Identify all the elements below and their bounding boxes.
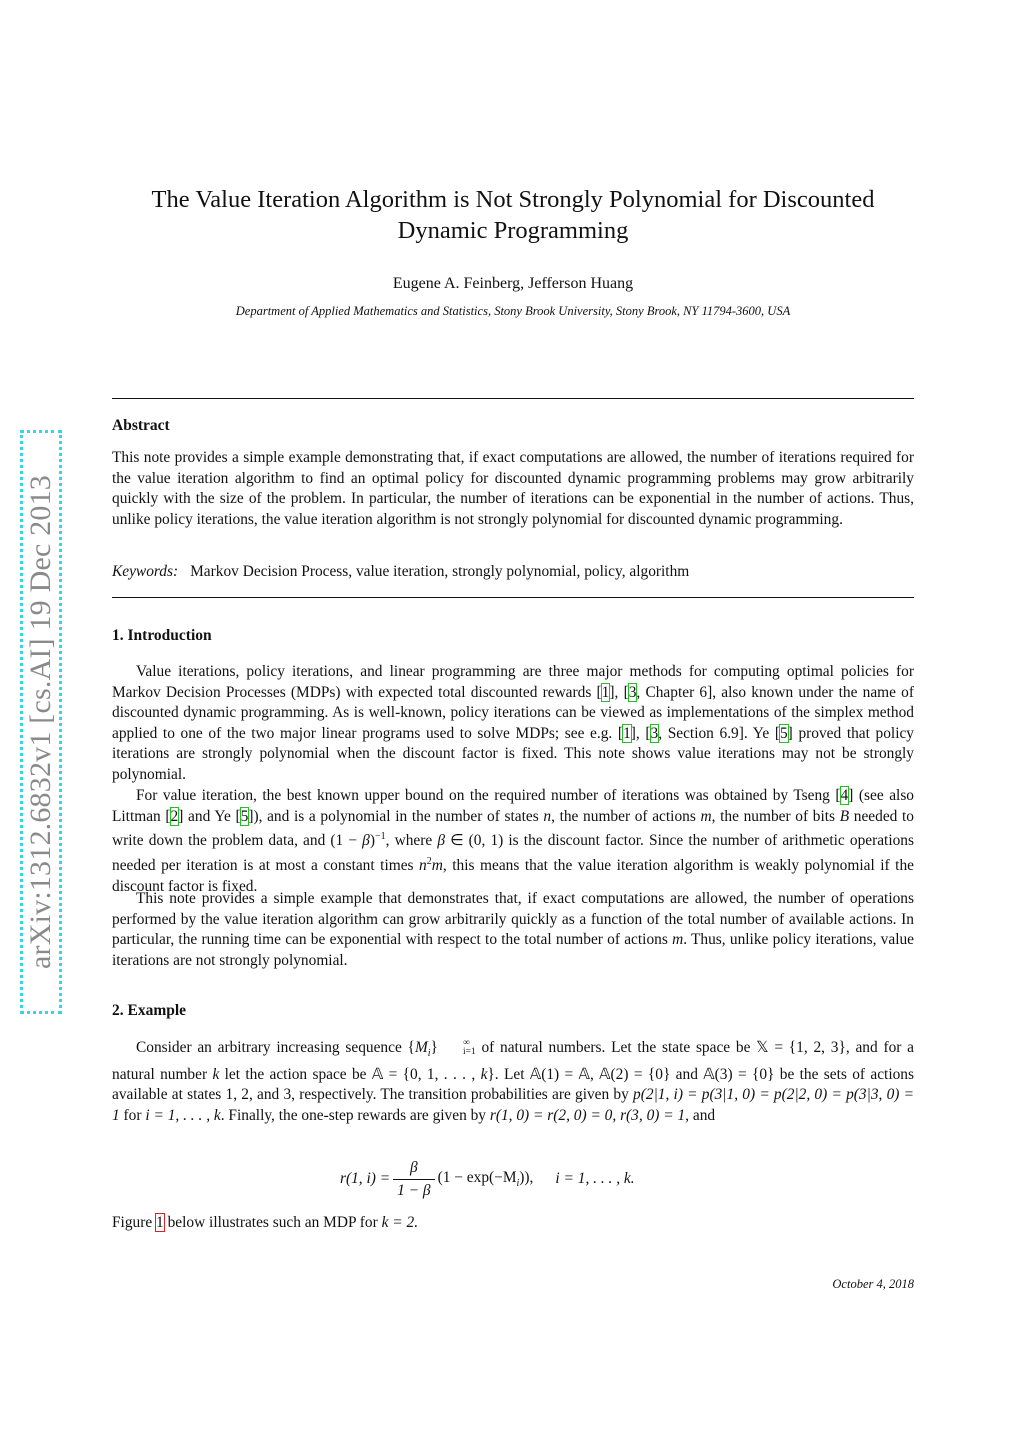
abstract-bottom-rule [112, 597, 914, 598]
equation-lhs: r(1, i) = [340, 1170, 391, 1187]
citation-link-3[interactable]: 3 [650, 724, 659, 742]
example-paragraph-1: Consider an arbitrary increasing sequence $\{M_i\}$ ∞ i=1 of natural numbers. Let the state space be 𝕏 = {1, 2, 3}, and for a natural number k let the action space be 𝔸 = {0, 1, . . . , k}. Let 𝔸(1) = 𝔸, 𝔸(2) = {0} and 𝔸(3) = {0} be the sets of actions available at states 1, 2, and 3, respectively. The transition probabilities are given by p(2|1, i) = p(3|1, 0) = p(2|2, 0) = p(3|3, 0) = 1 for i = 1, . . . , k. Finally, the one-step rewards are given by r(1, 0) = r(2, 0) = 0, r(3, 0) = 1, and [112, 1038, 915, 1124]
keywords-label: Keywords: [112, 563, 179, 580]
abstract-text: This note provides a simple example demonstrating that, if exact computations are allowed, the number of iterations required for the value iteration algorithm to find an optimal policy for discounted dynamic programming problems may grow arbitrarily quickly with the size of the problem. In particular, the number of iterations can be exponential in the number of actions. Thus, unlike policy iterations, the value iteration algorithm is not strongly polynomial for discounted dynamic programming. [112, 449, 914, 528]
abstract-top-rule [112, 398, 914, 399]
citation-link-3[interactable]: 3 [628, 683, 637, 701]
intro-paragraph-1: Value iterations, policy iterations, and linear programming are three major methods for computing optimal policies for Markov Decision Processes (MDPs) with expected total discounted rewards [1], [3, Chapter 6], also known under the name of discounted dynamic programming. As is well-known, policy iterations can be viewed as implementations of the simplex method applied to one of the two major linear programs used to solve MDPs; see e.g. [1], [3, Section 6.9]. Ye [5] proved that policy iterations are strongly polynomial when the discount factor is fixed. This note shows value iterations may not be strongly polynomial. [112, 663, 914, 783]
equation-range: i = 1, . . . , k. [555, 1170, 635, 1187]
title-line-2: Dynamic Programming [397, 217, 629, 244]
fraction-denominator: 1 − β [393, 1179, 434, 1200]
citation-link-4[interactable]: 4 [840, 787, 849, 804]
equation-rhs: $(1 - \exp(-M_i))$, [437, 1168, 534, 1190]
title-line-1: The Value Iteration Algorithm is Not Strongly Polynomial for Discounted [151, 186, 875, 213]
citation-link-1[interactable]: 1 [601, 683, 610, 701]
citation-link-1[interactable]: 1 [623, 724, 631, 742]
reward-equation [0, 1154, 1024, 1204]
section-1-heading: 1. Introduction [112, 627, 212, 644]
example-paragraph-2: Figure 1 below illustrates such an MDP for k = 2. [112, 1214, 419, 1231]
intro-paragraph-3: This note provides a simple example that demonstrates that, if exact computations are allowed, the number of operations performed by the value iteration algorithm can grow arbitrarily quickly as a function of the total number of available actions. In particular, the running time can be exponential with respect to the total number of actions m. Thus, unlike policy iterations, value iterations are not strongly polynomial. [112, 890, 915, 969]
fraction-numerator: β [410, 1158, 418, 1176]
paper-title [112, 184, 914, 246]
abstract-heading: Abstract [112, 417, 170, 434]
equation-fraction [393, 1159, 434, 1200]
arxiv-identifier-text: arXiv:1312.6832v1 [cs.AI] 19 Dec 2013 [24, 475, 57, 969]
citation-link-5[interactable]: 5 [779, 724, 788, 742]
citation-link-2[interactable]: 2 [170, 807, 179, 825]
arxiv-identifier-stamp[interactable] [20, 430, 62, 1014]
keywords-list: Markov Decision Process, value iteration, strongly polynomial, policy, algorithm [190, 563, 690, 580]
figure-1-link[interactable]: 1 [156, 1214, 164, 1231]
section-2-heading: 2. Example [112, 1002, 187, 1019]
keywords [112, 563, 689, 581]
preprint-date: October 4, 2018 [832, 1277, 914, 1291]
authors: Eugene A. Feinberg, Jefferson Huang [392, 275, 634, 292]
citation-link-5[interactable]: 5 [240, 807, 249, 825]
intro-paragraph-2: For value iteration, the best known upper bound on the required number of iterations was obtained by Tseng [4] (see also Littman [2] and Ye [5]), and is a polynomial in the number of states n, the number of actions m, the number of bits B needed to write down the problem data, and $(1 - \beta)^{-1}$, where β ∈ (0, 1) is the discount factor. Since the number of arithmetic operations needed per iteration is at most a constant times $n^2m$, this means that the value iteration algorithm is weakly polynomial if the discount factor is fixed. [112, 787, 915, 895]
affiliation: Department of Applied Mathematics and Statistics, Stony Brook University, Stony Brook, NY 11794-3600, USA [235, 304, 791, 318]
